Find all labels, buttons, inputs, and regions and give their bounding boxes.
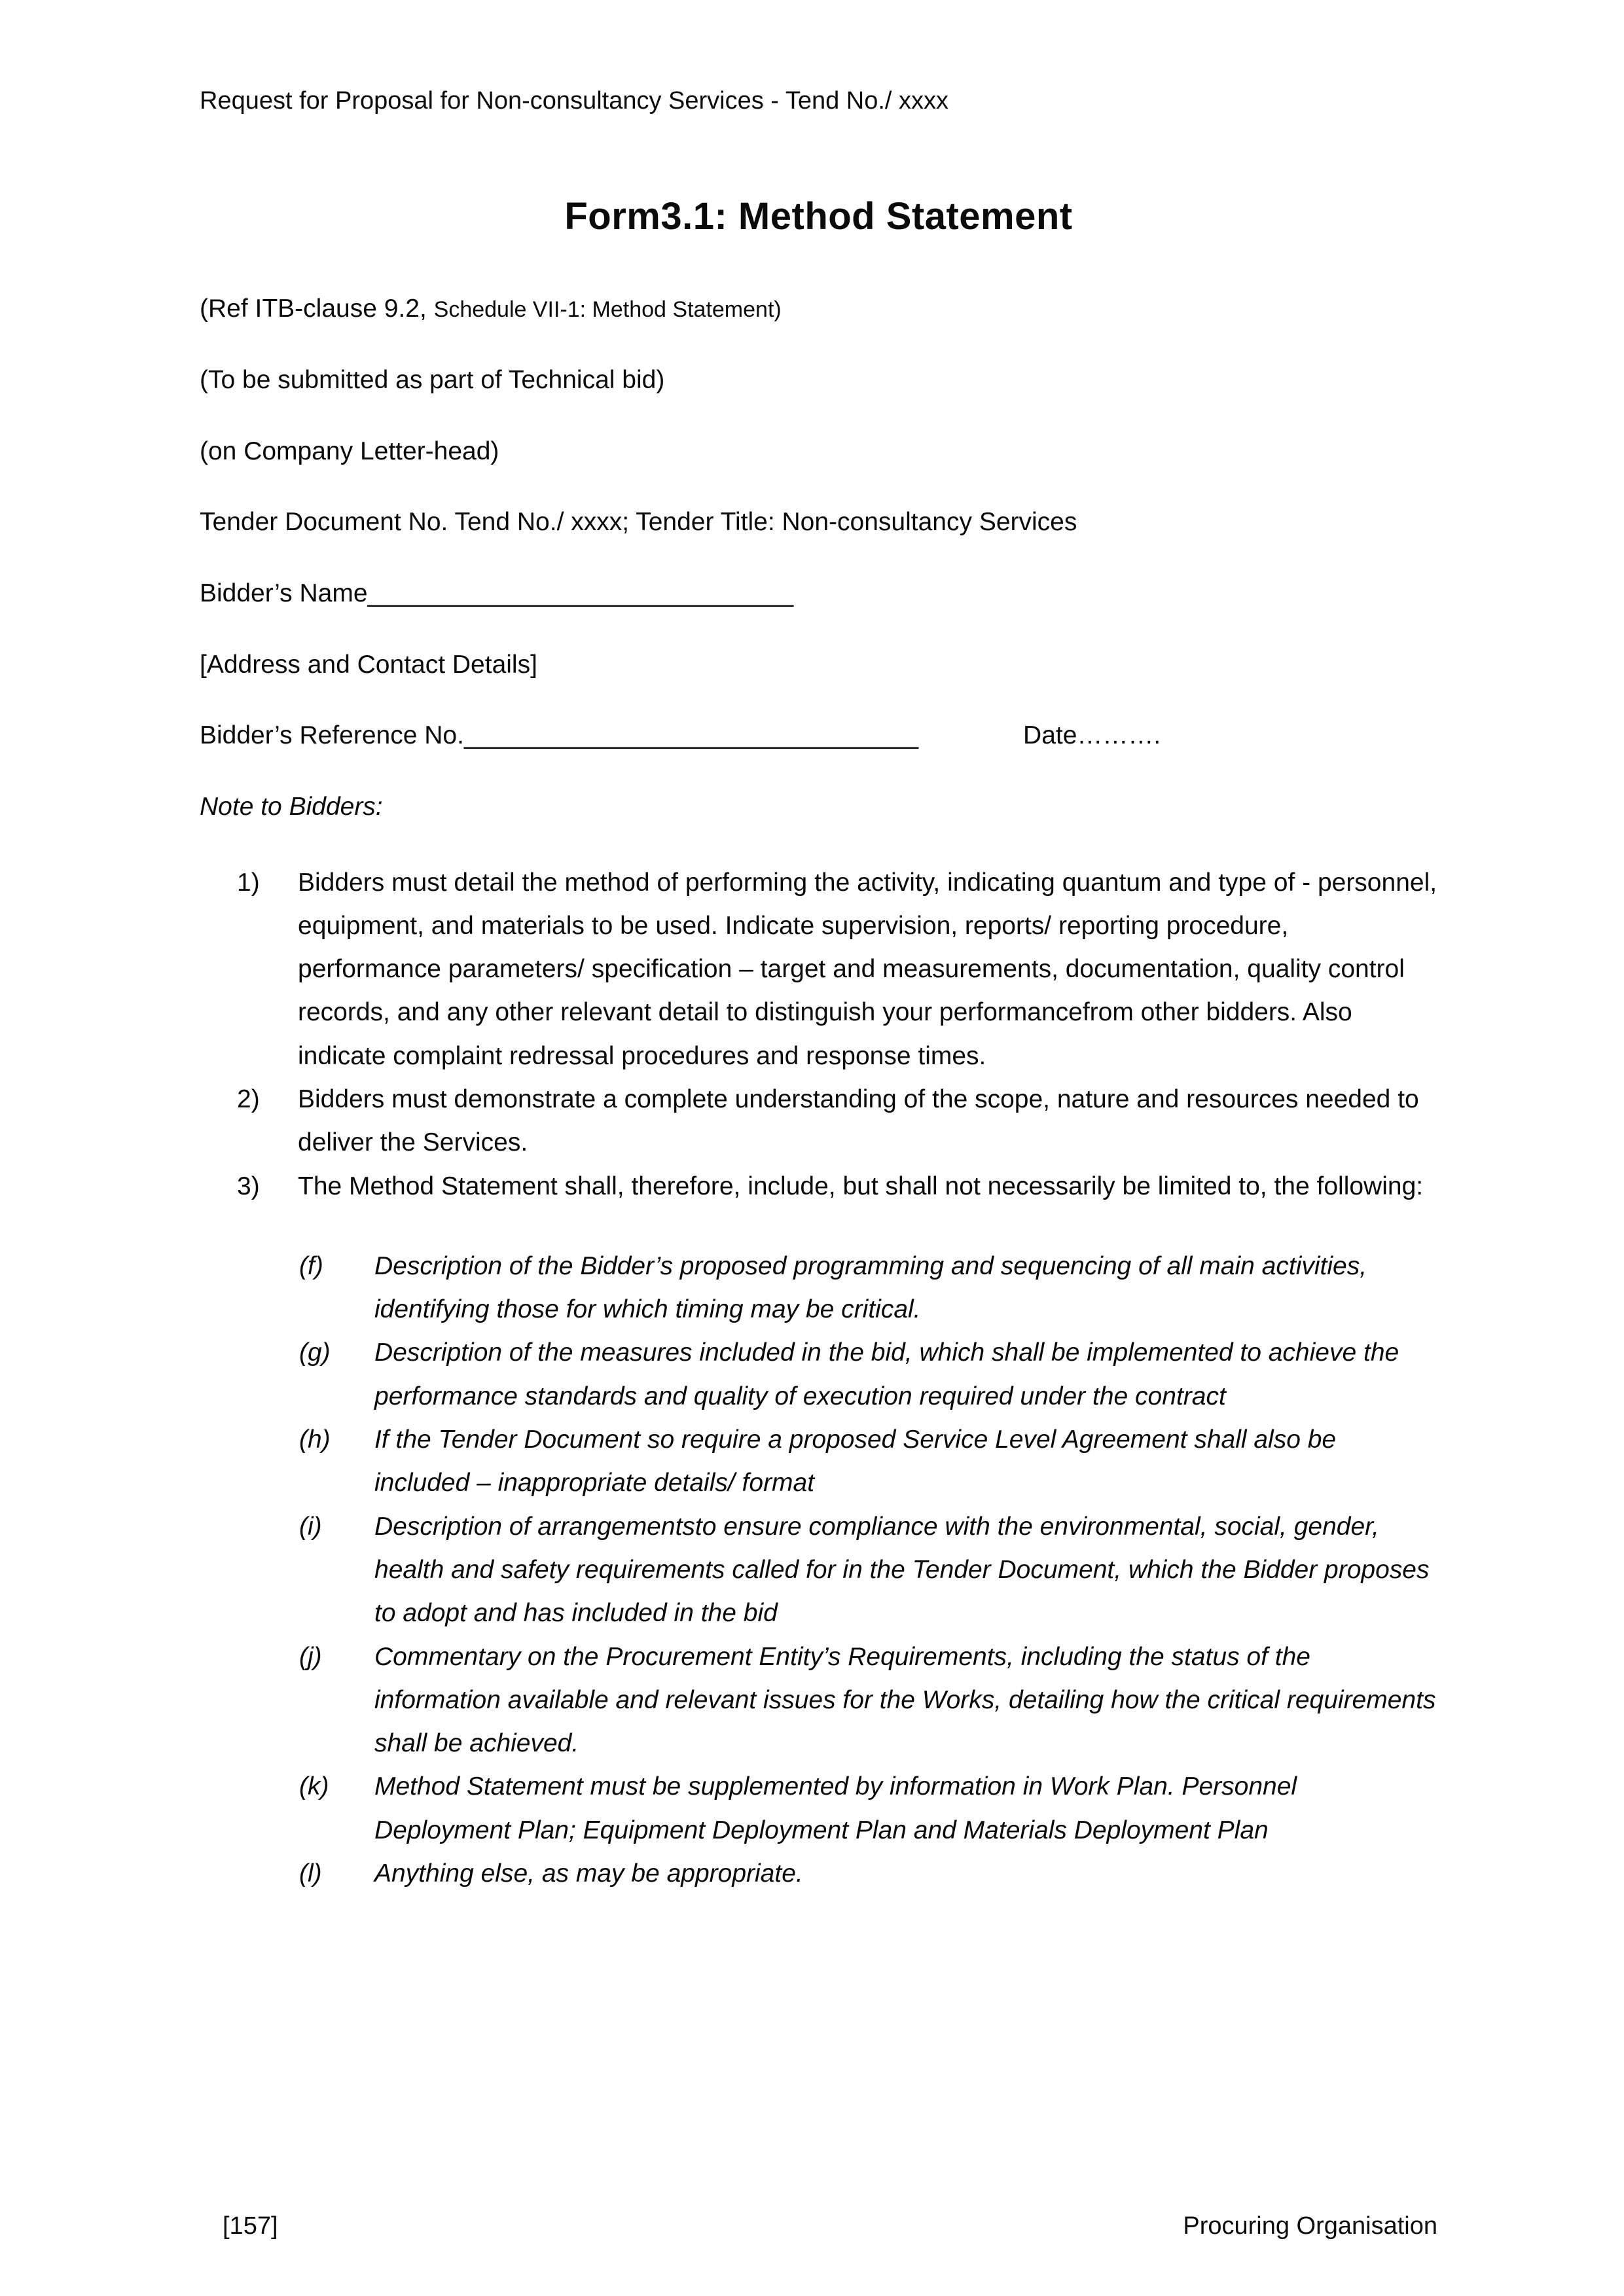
note-item: [200, 1078, 1437, 1165]
sub-item: [299, 1418, 1437, 1505]
bidder-reference-blank: Bidder’s Reference No.________________________________: [200, 721, 919, 750]
note-item: [200, 1165, 1437, 1208]
sub-item: [299, 1331, 1437, 1418]
letterhead-line: (on Company Letter-head): [200, 437, 499, 465]
sub-item-label: (h): [299, 1426, 331, 1454]
sub-item-label: (g): [299, 1338, 331, 1367]
sub-item-label: (l): [299, 1859, 322, 1888]
sub-item-text: Description of arrangementsto ensure compliance with the environmental, social, gender, health and safety requirements called for in the Tender Document, which the Bidder proposes to adopt and has included in the bid: [374, 1512, 1430, 1628]
sub-item: [299, 1245, 1437, 1332]
page-number: [157]: [223, 2212, 278, 2240]
address-line: [Address and Contact Details]: [200, 650, 537, 679]
sub-item: [299, 1505, 1437, 1636]
sub-item-label: (j): [299, 1642, 322, 1671]
lettered-sub-items-list: [299, 1245, 1437, 1895]
sub-item-text: Description of the Bidder’s proposed programming and sequencing of all main activities, identifying those for which timing may be critical.: [374, 1251, 1367, 1324]
ref-line-main: (Ref ITB-clause 9.2,: [200, 295, 434, 323]
submission-line: (To be submitted as part of Technical bid): [200, 366, 665, 395]
sub-item-label: (i): [299, 1512, 322, 1541]
bidder-reference-line: [200, 719, 1437, 753]
note-item-text: The Method Statement shall, therefore, include, but shall not necessarily be limited to, the following:: [298, 1172, 1424, 1200]
ref-line-schedule: Schedule VII-1: Method Statement): [433, 297, 782, 323]
running-header: Request for Proposal for Non-consultancy Services - Tend No./ xxxx: [200, 87, 949, 115]
note-item-text: Bidders must demonstrate a complete understanding of the scope, nature and resources needed to deliver the Services.: [298, 1085, 1419, 1157]
tender-line: Tender Document No. Tend No./ xxxx; Tender Title: Non-consultancy Services: [200, 508, 1077, 537]
sub-item: [299, 1765, 1437, 1852]
sub-item-text: Commentary on the Procurement Entity’s Requirements, including the status of the information available and relevant issues for the Works, detailing how the critical requirements shall be achieved.: [374, 1642, 1436, 1758]
sub-item-label: (f): [299, 1251, 323, 1280]
date-blank: Date……….: [1023, 721, 1161, 750]
note-item-number: 2): [237, 1085, 260, 1113]
bidder-name-line: Bidder’s Name______________________________: [200, 579, 794, 607]
sub-item-text: If the Tender Document so require a proposed Service Level Agreement shall also be included – inappropriate details/ format: [374, 1426, 1337, 1498]
sub-item: [299, 1852, 1437, 1895]
sub-item: [299, 1636, 1437, 1766]
note-item-text: Bidders must detail the method of performing the activity, indicating quantum and type of - personnel, equipment, and materials to be used. Indicate supervision, reports/ reporting procedure, performance parameters/ specification – target and measurements, documentation, quality control records, and any other relevant detail to distinguish your performancefrom other bidders. Also indicate complaint redressal procedures and response times.: [298, 868, 1437, 1070]
sub-item-text: Anything else, as may be appropriate.: [374, 1859, 803, 1888]
ref-line: [200, 292, 1437, 327]
note-item: [200, 861, 1437, 1078]
note-to-bidders-heading: Note to Bidders:: [200, 792, 383, 821]
numbered-notes-list: [200, 861, 1437, 1208]
note-item-number: 3): [237, 1172, 260, 1200]
page-footer: [223, 2212, 1437, 2240]
page-title: Form3.1: Method Statement: [564, 195, 1073, 238]
sub-item-label: (k): [299, 1772, 329, 1801]
note-item-number: 1): [237, 868, 260, 897]
sub-item-text: Description of the measures included in the bid, which shall be implemented to achieve the performance standards and quality of execution required under the contract: [374, 1338, 1399, 1410]
footer-organisation: Procuring Organisation: [1183, 2212, 1437, 2240]
sub-item-text: Method Statement must be supplemented by information in Work Plan. Personnel Deployment Plan; Equipment Deployment Plan and Materials Deployment Plan: [374, 1772, 1297, 1844]
